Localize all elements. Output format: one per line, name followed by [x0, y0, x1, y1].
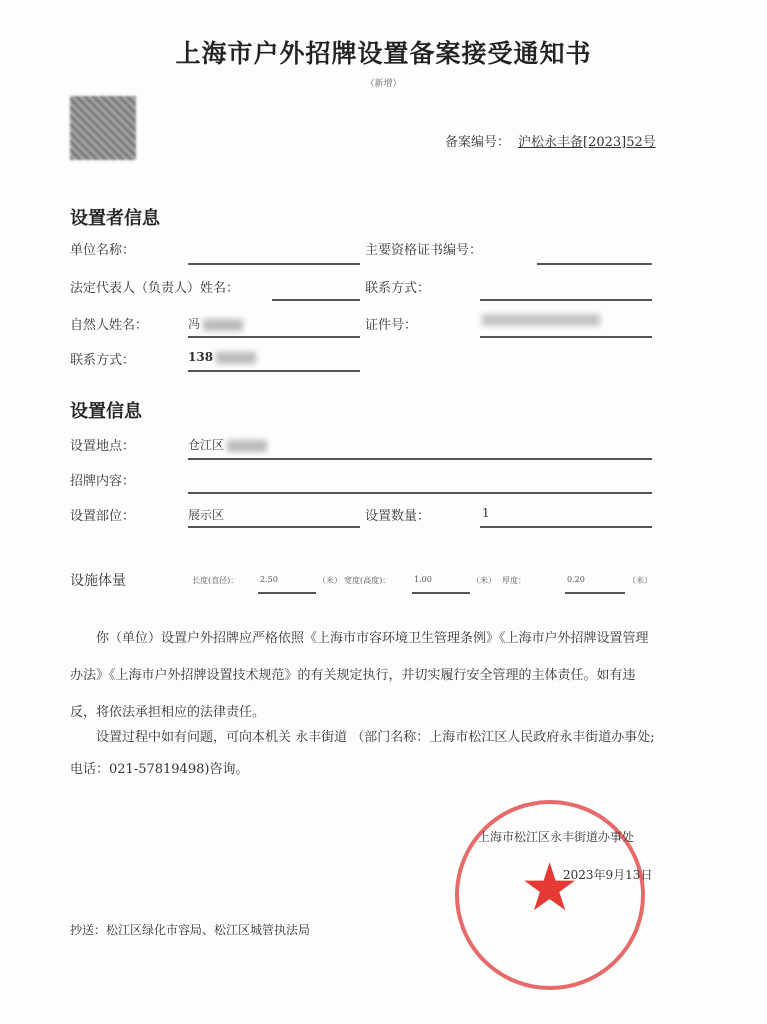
- position-label: 设置部位：: [70, 509, 136, 524]
- height-unit: （米）: [472, 576, 496, 585]
- person-field: [188, 336, 360, 338]
- id-field: [480, 336, 652, 338]
- height-field: [412, 592, 470, 594]
- section-setting-heading: 设置信息: [70, 401, 142, 422]
- height-value: 1.00: [414, 575, 432, 584]
- size-label: 设施体量: [70, 573, 126, 589]
- contact2-label: 联系方式：: [70, 353, 136, 368]
- contact1-field: [480, 299, 652, 301]
- thick-field: [565, 592, 625, 594]
- id-redaction: [482, 314, 600, 326]
- document-subtitle: （新增）: [365, 79, 402, 89]
- contact1-label: 联系方式：: [365, 281, 431, 296]
- person-label: 自然人姓名：: [70, 318, 149, 333]
- legal-rep-field: [272, 299, 360, 301]
- count-value: 1: [482, 506, 490, 520]
- qr-code: [70, 96, 136, 160]
- contact2-value: [188, 350, 256, 364]
- length-value: 2.50: [260, 575, 278, 584]
- document-title: 上海市户外招牌设置备案接受通知书: [175, 39, 592, 68]
- location-label: 设置地点：: [70, 439, 136, 454]
- redaction: [216, 352, 256, 364]
- length-label: 长度(直径)：: [192, 576, 239, 585]
- cert-no-field: [537, 263, 652, 265]
- id-label: 证件号：: [365, 318, 418, 333]
- paragraph-contact: 设置过程中如有问题，可向本机关 永丰街道 （部门名称：上海市松江区人民政府永丰街道办事处;电话：021-57819498)咨询。: [70, 730, 655, 777]
- length-unit: （米）: [318, 576, 342, 585]
- issuer: 上海市松江区永丰街道办事处: [478, 830, 635, 844]
- seal-star-icon: ★: [520, 849, 580, 926]
- count-field: [480, 526, 652, 528]
- person-name: 冯: [188, 317, 201, 331]
- record-no-label: 备案编号：: [445, 135, 511, 150]
- unit-name-label: 单位名称：: [70, 243, 136, 258]
- count-label: 设置数量：: [365, 509, 431, 524]
- paragraph-regulations: 你（单位）设置户外招牌应严格依照《上海市市容环境卫生管理条例》《上海市户外招牌设置管理办法》《上海市户外招牌设置技术规范》的有关规定执行，并切实履行安全管理的主体责任。如有违反，将依法承担相应的法律责任。: [70, 631, 649, 720]
- thick-value: 0.20: [567, 575, 585, 584]
- redaction: [203, 319, 243, 331]
- location-field: [188, 458, 652, 460]
- content-field: [188, 492, 652, 494]
- cc-list: 抄送：松江区绿化市容局、松江区城管执法局: [70, 923, 311, 937]
- person-value: [188, 315, 243, 332]
- length-field: [258, 592, 316, 594]
- phone-prefix: 138: [188, 350, 214, 364]
- cert-no-label: 主要资格证书编号：: [365, 243, 483, 258]
- position-value: 展示区: [188, 508, 225, 522]
- unit-name-field: [188, 263, 360, 265]
- height-label: 宽度(高度)：: [344, 576, 391, 585]
- section-setter-heading: 设置者信息: [70, 208, 160, 229]
- position-field: [188, 526, 360, 528]
- issue-date: 2023年9月13日: [563, 868, 653, 882]
- legal-rep-label: 法定代表人（负责人）姓名：: [70, 281, 240, 296]
- thick-label: 厚度：: [502, 576, 526, 585]
- thick-unit: （米）: [628, 576, 652, 585]
- location-value: [188, 436, 267, 453]
- content-label: 招牌内容：: [70, 474, 136, 489]
- location-text: 仓江区: [188, 438, 225, 452]
- redaction: [227, 440, 267, 452]
- record-no: 沪松永丰备[2023]52号: [518, 135, 656, 150]
- contact2-field: [188, 370, 360, 372]
